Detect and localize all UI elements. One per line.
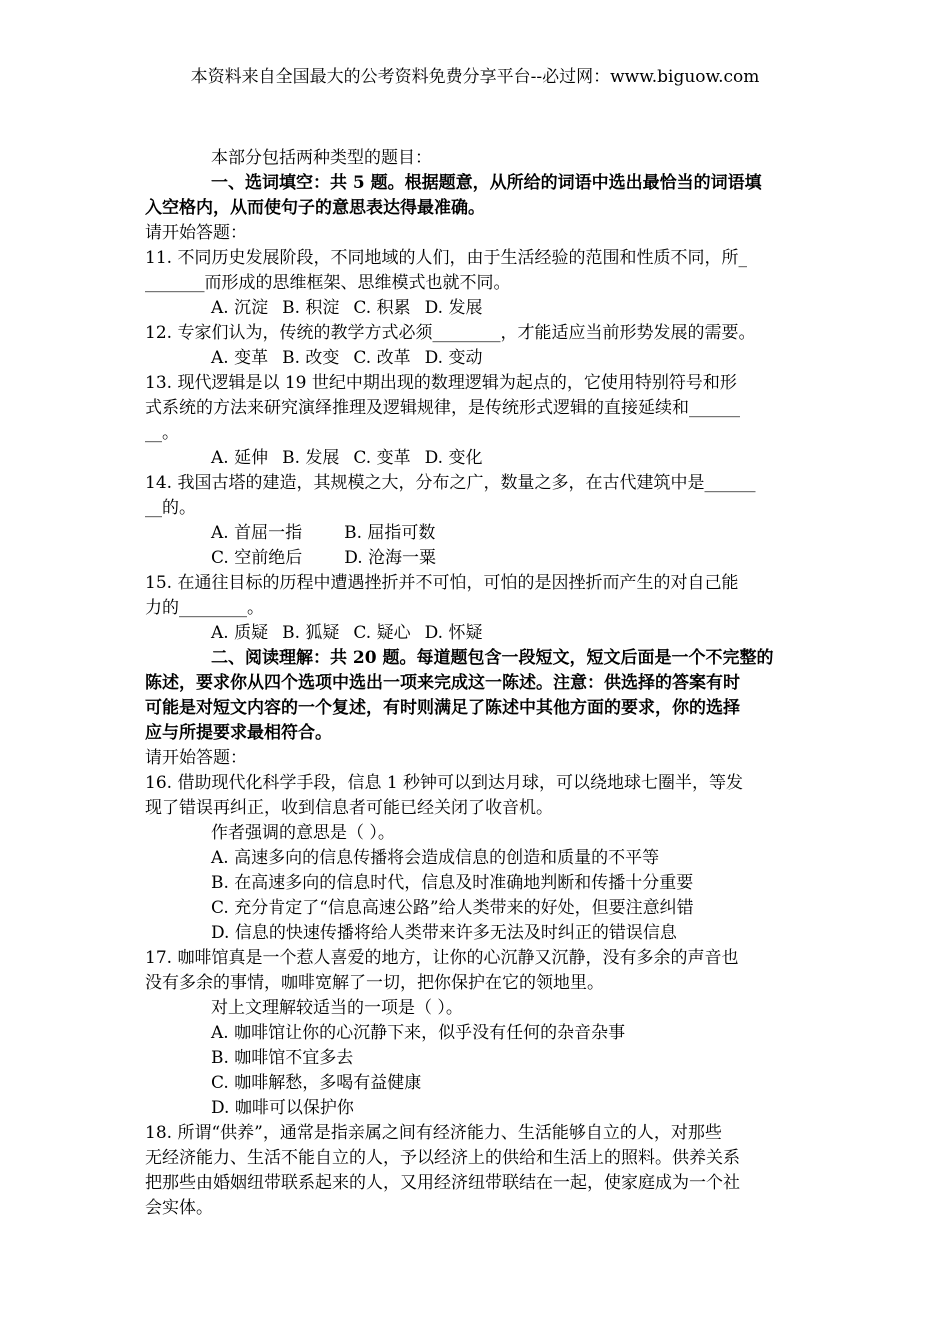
question-18-cont2: 把那些由婚姻纽带联系起来的人，又用经济纽带联结在一起，使家庭成为一个社 xyxy=(145,1173,740,1193)
question-17-option-d: D. 咖啡可以保护你 xyxy=(211,1098,354,1118)
section2-instructions-cont: 陈述，要求你从四个选项中选出一项来完成这一陈述。注意：供选择的答案有时 xyxy=(145,673,740,693)
option-c: C. 变革 xyxy=(353,448,411,468)
question-17-option-b: B. 咖啡馆不宜多去 xyxy=(211,1048,354,1068)
option-b: B. 积淀 xyxy=(282,298,340,318)
question-15-cont: 力的________。 xyxy=(145,598,264,618)
section2-instructions-cont2: 可能是对短文内容的一个复述，有时则满足了陈述中其他方面的要求，你的选择 xyxy=(145,698,740,718)
option-b: B. 发展 xyxy=(282,448,340,468)
question-17-stem: 对上文理解较适当的一项是（ ）。 xyxy=(211,998,463,1018)
question-15-options xyxy=(145,621,813,646)
question-18-cont: 无经济能力、生活不能自立的人，予以经济上的供给和生活上的照料。供养关系 xyxy=(145,1148,740,1168)
question-11-cont: _______而形成的思维框架、思维模式也就不同。 xyxy=(145,273,511,293)
option-a: A. 首屈一指 xyxy=(211,523,303,543)
section2-instructions: 二、阅读理解：共 20 题。每道题包含一段短文，短文后面是一个不完整的 xyxy=(211,648,774,668)
question-17: 17. 咖啡馆真是一个惹人喜爱的地方，让你的心沉静又沉静，没有多余的声音也 xyxy=(145,948,739,968)
question-11-options xyxy=(145,296,813,321)
question-13-cont2: __。 xyxy=(145,423,179,443)
document-body xyxy=(145,146,813,1221)
question-15: 15. 在通往目标的历程中遭遇挫折并不可怕，可怕的是因挫折而产生的对自己能 xyxy=(145,573,739,593)
option-a: A. 沉淀 xyxy=(211,298,269,318)
section1-instructions: 一、选词填空：共 5 题。根据题意，从所给的词语中选出最恰当的词语填 xyxy=(211,173,762,193)
section2-start: 请开始答题： xyxy=(145,748,247,768)
option-c: C. 空前绝后 xyxy=(211,548,303,568)
question-14-cont: __的。 xyxy=(145,498,196,518)
option-c: C. 积累 xyxy=(353,298,411,318)
question-12: 12. 专家们认为，传统的教学方式必须________，才能适应当前形势发展的需要。 xyxy=(145,323,756,343)
option-d: D. 变化 xyxy=(424,448,483,468)
page-header: 本资料来自全国最大的公考资料免费分享平台--必过网：www.biguow.com xyxy=(190,67,760,87)
question-13-options xyxy=(145,446,813,471)
question-14-options-ab xyxy=(145,521,813,546)
question-16-option-b: B. 在高速多向的信息时代，信息及时准确地判断和传播十分重要 xyxy=(211,873,694,893)
intro-text: 本部分包括两种类型的题目： xyxy=(211,148,432,168)
option-c: C. 改革 xyxy=(353,348,411,368)
section1-start: 请开始答题： xyxy=(145,223,247,243)
question-16-option-a: A. 高速多向的信息传播将会造成信息的创造和质量的不平等 xyxy=(211,848,660,868)
question-16-stem: 作者强调的意思是（ ）。 xyxy=(211,823,395,843)
question-12-options xyxy=(145,346,813,371)
option-c: C. 疑心 xyxy=(353,623,411,643)
option-d: D. 怀疑 xyxy=(424,623,483,643)
option-d: D. 沧海一粟 xyxy=(344,548,437,568)
question-13: 13. 现代逻辑是以 19 世纪中期出现的数理逻辑为起点的，它使用特别符号和形 xyxy=(145,373,737,393)
option-b: B. 狐疑 xyxy=(282,623,340,643)
question-18: 18. 所谓“供养”，通常是指亲属之间有经济能力、生活能够自立的人，对那些 xyxy=(145,1123,722,1143)
question-11: 11. 不同历史发展阶段，不同地域的人们，由于生活经验的范围和性质不同，所_ xyxy=(145,248,747,268)
option-a: A. 质疑 xyxy=(211,623,269,643)
section2-instructions-cont3: 应与所提要求最相符合。 xyxy=(145,723,332,743)
question-14-options-cd xyxy=(145,546,813,571)
question-16: 16. 借助现代化科学手段，信息 1 秒钟可以到达月球，可以绕地球七圈半，等发 xyxy=(145,773,744,793)
question-13-cont: 式系统的方法来研究演绎推理及逻辑规律，是传统形式逻辑的直接延续和______ xyxy=(145,398,740,418)
option-b: B. 改变 xyxy=(282,348,340,368)
option-a: A. 延伸 xyxy=(211,448,269,468)
question-14: 14. 我国古塔的建造，其规模之大，分布之广，数量之多，在古代建筑中是______ xyxy=(145,473,756,493)
option-a: A. 变革 xyxy=(211,348,269,368)
option-d: D. 发展 xyxy=(424,298,483,318)
section1-instructions-cont: 入空格内，从而使句子的意思表达得最准确。 xyxy=(145,198,485,218)
option-b: B. 屈指可数 xyxy=(344,523,436,543)
question-17-option-c: C. 咖啡解愁，多喝有益健康 xyxy=(211,1073,422,1093)
question-16-option-d: D. 信息的快速传播将给人类带来许多无法及时纠正的错误信息 xyxy=(211,923,677,943)
option-d: D. 变动 xyxy=(424,348,483,368)
question-17-option-a: A. 咖啡馆让你的心沉静下来，似乎没有任何的杂音杂事 xyxy=(211,1023,626,1043)
question-16-cont: 现了错误再纠正，收到信息者可能已经关闭了收音机。 xyxy=(145,798,553,818)
question-18-cont3: 会实体。 xyxy=(145,1198,213,1218)
question-17-cont: 没有多余的事情，咖啡宽解了一切，把你保护在它的领地里。 xyxy=(145,973,604,993)
question-16-option-c: C. 充分肯定了“信息高速公路”给人类带来的好处，但要注意纠错 xyxy=(211,898,694,918)
